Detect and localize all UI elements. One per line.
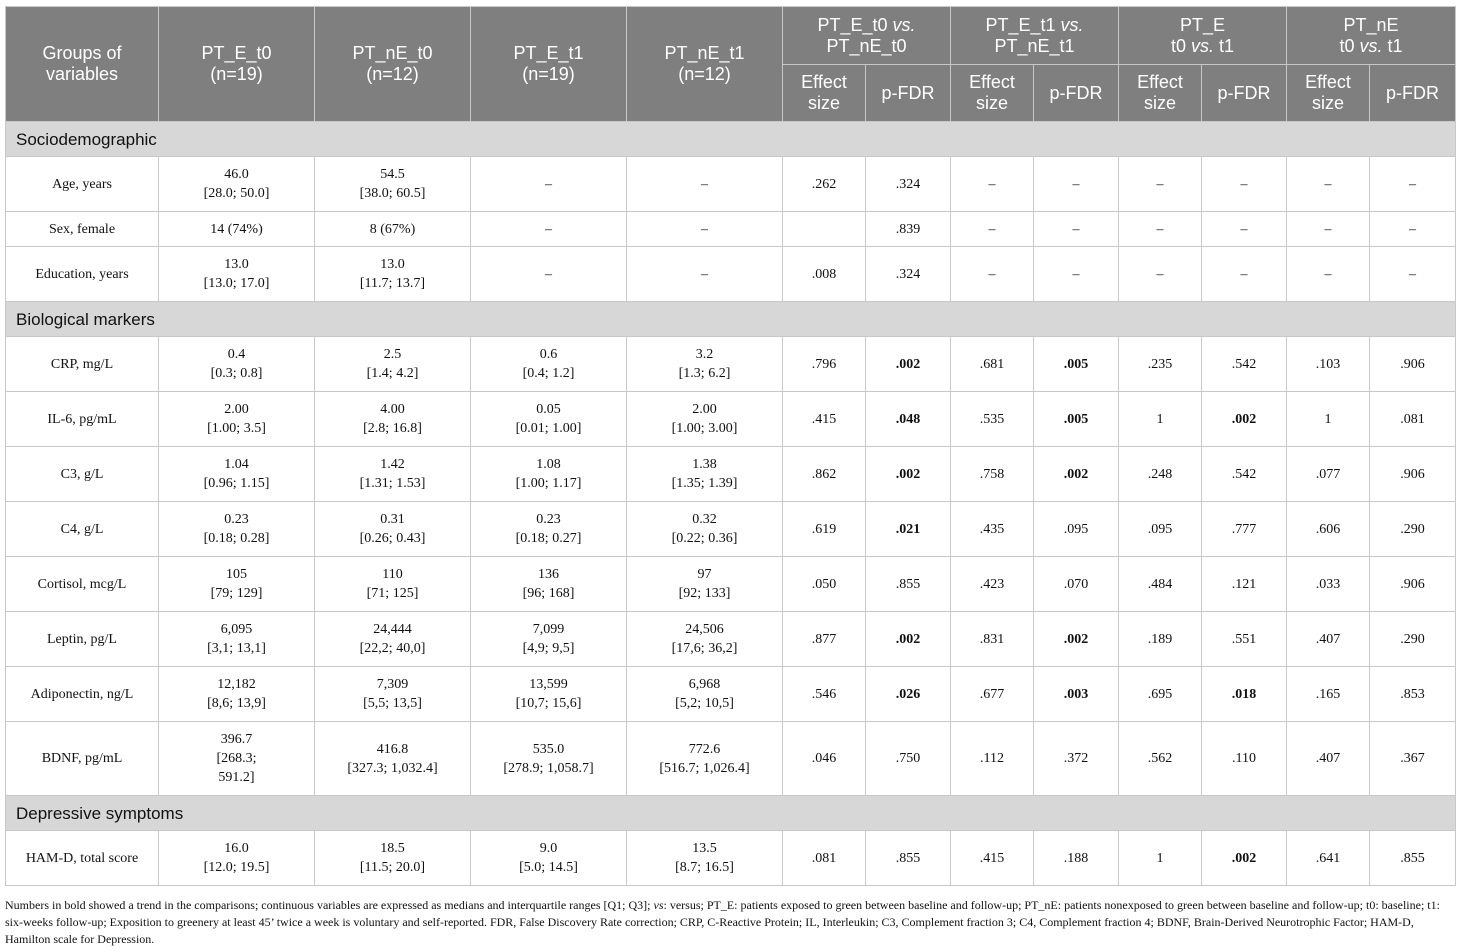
value-text: 591.2] [218,770,255,785]
value-cell [471,557,627,612]
p-fdr-cell: .110 [1202,722,1287,796]
value-text: 0.4 [227,347,246,362]
value-text: [0.18; 0.28] [203,531,270,546]
p-fdr-cell: .542 [1202,337,1287,392]
p-fdr-cell: – [1034,247,1119,302]
value-text: 2.00 [692,402,717,417]
effect-size-cell: – [1119,212,1202,247]
header-groups: Groups of variables [6,7,159,122]
p-fdr-cell: .121 [1202,557,1287,612]
value-text: [0.3; 0.8] [210,366,263,381]
table-row [6,392,1456,447]
value-text: [0.4; 1.2] [522,366,575,381]
table-row [6,247,1456,302]
variable-label: HAM-D, total score [6,831,159,886]
value-text: 1.08 [536,457,561,472]
value-text: 535.0 [532,741,565,757]
effect-size-cell: .077 [1287,447,1370,502]
value-cell [159,667,315,722]
p-fdr-cell: .906 [1370,557,1456,612]
effect-size-cell: .235 [1119,337,1202,392]
effect-size-cell: .877 [783,612,866,667]
effect-size-cell: .862 [783,447,866,502]
p-fdr-cell: – [1202,212,1287,247]
value-text: 46.0 [224,167,249,182]
value-text: [11.7; 13.7] [359,276,426,291]
p-fdr-cell: .853 [1370,667,1456,722]
effect-size-cell: .606 [1287,502,1370,557]
effect-size-cell: .831 [951,612,1034,667]
value-text: 18.5 [380,841,405,856]
value-text: 2.00 [224,402,249,417]
p-fdr-cell: .551 [1202,612,1287,667]
p-fdr-cell: .002 [866,612,951,667]
value-text: [5,5; 13,5] [363,696,422,711]
p-fdr-cell: .855 [866,557,951,612]
header-p-fdr: p-FDR [1202,65,1287,122]
p-fdr-cell: .021 [866,502,951,557]
header-p-fdr: p-FDR [1034,65,1119,122]
effect-size-cell: – [1287,212,1370,247]
table-footnote: Numbers in bold showed a trend in the comparisons; continuous variables are expressed as medians and interquartile ranges [Q1; Q3]; vs: versus; PT_E: patients exposed to green between baseline and follow-up; PT_nE: patients nonexposed to green between baseline and follow-up; t0: baseline; t1: six-weeks follow-up; Exposition to greenery at least 45’ twice a week is voluntary and self-reported. FDR, False Discovery Rate correction; CRP, C-Reactive Protein; IL, Interleukin; C3, Complement fraction 3; C4, Complement fraction 4; BDNF, Brain-Derived Neurotrophic Factor; HAM-D, Hamilton scale for Depression. [5,898,1440,946]
value-text: 7,099 [532,622,565,637]
value-cell [471,667,627,722]
value-cell [627,502,783,557]
table-row [6,557,1456,612]
variable-label: CRP, mg/L [6,337,159,392]
value-text: [13.0; 17.0] [203,276,270,291]
value-text: 0.32 [692,512,717,527]
value-text: [278.9; 1,058.7] [503,760,594,776]
effect-size-cell: – [1119,157,1202,212]
section-header [6,796,1456,831]
value-text: 13.0 [380,257,405,272]
value-cell [159,557,315,612]
effect-size-cell: .165 [1287,667,1370,722]
value-cell [315,667,471,722]
value-text: [1.4; 4.2] [366,366,419,381]
p-fdr-cell: .048 [866,392,951,447]
effect-size-cell: – [1119,247,1202,302]
effect-size-cell: .046 [783,722,866,796]
effect-size-cell: .758 [951,447,1034,502]
value-cell [315,502,471,557]
p-fdr-cell: .324 [866,247,951,302]
effect-size-cell: .415 [951,831,1034,886]
value-text: [8,6; 13,9] [207,696,266,711]
p-fdr-cell: .002 [866,447,951,502]
value-cell [159,247,315,302]
value-text: 396.7 [220,732,253,747]
table-row [6,667,1456,722]
effect-size-cell: .546 [783,667,866,722]
value-text: [17,6; 36,2] [671,641,738,656]
value-text: [5.0; 14.5] [519,860,578,875]
value-cell [315,157,471,212]
value-cell [627,557,783,612]
p-fdr-cell: .003 [1034,667,1119,722]
value-text: [12.0; 19.5] [203,860,270,875]
value-cell [471,612,627,667]
value-cell [315,557,471,612]
table-row [6,447,1456,502]
effect-size-cell: .695 [1119,667,1202,722]
value-text: [0.26; 0.43] [359,531,426,546]
value-text: [3,1; 13,1] [207,641,266,656]
p-fdr-cell: – [1034,212,1119,247]
value-text: 1.38 [692,457,717,472]
p-fdr-cell: – [1202,247,1287,302]
value-text: [8.7; 16.5] [675,860,734,875]
p-fdr-cell: – [1370,157,1456,212]
variable-label: Sex, female [6,212,159,247]
value-text: 7,309 [376,677,409,692]
value-cell [627,667,783,722]
p-fdr-cell: .839 [866,212,951,247]
p-fdr-cell: .906 [1370,447,1456,502]
value-text: [4,9; 9,5] [522,641,575,656]
p-fdr-cell: .777 [1202,502,1287,557]
value-text: 24,444 [373,622,412,637]
value-cell [627,831,783,886]
value-cell [471,337,627,392]
effect-size-cell: 1 [1119,831,1202,886]
value-text: [38.0; 60.5] [359,186,426,201]
value-cell [159,722,315,796]
value-cell [159,157,315,212]
value-text: – [545,221,552,237]
value-text: 2.5 [383,347,402,362]
value-text: 6,968 [688,677,721,692]
value-text: 136 [538,567,559,582]
effect-size-cell: .415 [783,392,866,447]
value-text: 105 [226,567,247,582]
value-text: 14 (74%) [210,221,263,237]
value-text: [96; 168] [522,586,575,601]
header-effect-size: Effect size [1287,65,1370,122]
header-p-fdr: p-FDR [1370,65,1456,122]
value-text: 13,599 [529,677,568,692]
effect-size-cell: .423 [951,557,1034,612]
effect-size-cell: .103 [1287,337,1370,392]
value-text: [1.3; 6.2] [678,366,731,381]
variable-label: C4, g/L [6,502,159,557]
variable-label: BDNF, pg/mL [6,722,159,796]
p-fdr-cell: – [1202,157,1287,212]
p-fdr-cell: .002 [1202,831,1287,886]
value-cell [627,212,783,247]
value-text: [22,2; 40,0] [359,641,426,656]
value-cell [315,337,471,392]
table-row [6,612,1456,667]
value-text: [327.3; 1,032.4] [347,760,438,776]
header-p-fdr: p-FDR [866,65,951,122]
value-text: – [701,266,708,282]
value-text: 9.0 [539,841,558,856]
header-pt-ne-t1: PT_nE_t1 (n=12) [627,7,783,122]
variable-label: C3, g/L [6,447,159,502]
header-effect-size: Effect size [783,65,866,122]
value-text: 416.8 [376,741,409,757]
value-text: 772.6 [688,741,721,757]
effect-size-cell: – [1287,157,1370,212]
effect-size-cell: .535 [951,392,1034,447]
value-text: 97 [697,567,712,582]
value-cell [627,337,783,392]
value-cell [471,722,627,796]
value-cell [471,502,627,557]
effect-size-cell: 1 [1119,392,1202,447]
value-text: 0.23 [536,512,561,527]
effect-size-cell: .407 [1287,612,1370,667]
p-fdr-cell: – [1034,157,1119,212]
p-fdr-cell: .188 [1034,831,1119,886]
effect-size-cell: .681 [951,337,1034,392]
section-header [6,122,1456,157]
value-text: 1.42 [380,457,405,472]
value-text: 24,506 [685,622,724,637]
header-effect-size: Effect size [1119,65,1202,122]
section-title: Biological markers [6,302,1456,337]
header-comparison-t1: PT_E_t1 vs. PT_nE_t1 [951,7,1119,65]
value-text: [0.18; 0.27] [515,531,582,546]
effect-size-cell: .189 [1119,612,1202,667]
value-cell [627,247,783,302]
value-text: [79; 129] [210,586,263,601]
value-text: – [545,266,552,282]
effect-size-cell: .677 [951,667,1034,722]
value-cell [159,612,315,667]
p-fdr-cell: .290 [1370,612,1456,667]
p-fdr-cell: .005 [1034,337,1119,392]
header-comparison-pt-ne: PT_nE t0 vs. t1 [1287,7,1456,65]
variable-label: Adiponectin, ng/L [6,667,159,722]
value-text: 110 [382,567,403,582]
value-cell [315,212,471,247]
value-text: [0.96; 1.15] [203,476,270,491]
effect-size-cell: – [951,157,1034,212]
table-row [6,502,1456,557]
p-fdr-cell: .372 [1034,722,1119,796]
p-fdr-cell: .367 [1370,722,1456,796]
effect-size-cell: .484 [1119,557,1202,612]
value-cell [471,831,627,886]
header-effect-size: Effect size [951,65,1034,122]
effect-size-cell [783,212,866,247]
value-text: [92; 133] [678,586,731,601]
value-cell [471,392,627,447]
p-fdr-cell: .026 [866,667,951,722]
variable-label: Leptin, pg/L [6,612,159,667]
value-text: [1.35; 1.39] [671,476,738,491]
effect-size-cell: – [1287,247,1370,302]
effect-size-cell: .033 [1287,557,1370,612]
value-cell [627,722,783,796]
value-text: – [701,221,708,237]
value-text: [10,7; 15,6] [515,696,582,711]
value-text: [516.7; 1,026.4] [659,760,750,776]
header-pt-e-t1: PT_E_t1 (n=19) [471,7,627,122]
value-cell [315,831,471,886]
header-comparison-t0: PT_E_t0 vs. PT_nE_t0 [783,7,951,65]
p-fdr-cell: .855 [1370,831,1456,886]
header-pt-e-t0: PT_E_t0 (n=19) [159,7,315,122]
section-title: Sociodemographic [6,122,1456,157]
effect-size-cell: .095 [1119,502,1202,557]
variable-label: IL-6, pg/mL [6,392,159,447]
value-cell [159,212,315,247]
value-text: [71; 125] [366,586,419,601]
p-fdr-cell: .906 [1370,337,1456,392]
table-row [6,157,1456,212]
value-text: 0.6 [539,347,558,362]
effect-size-cell: .262 [783,157,866,212]
value-text: [0.22; 0.36] [671,531,738,546]
value-cell [315,612,471,667]
p-fdr-cell: .542 [1202,447,1287,502]
effect-size-cell: .112 [951,722,1034,796]
p-fdr-cell: .081 [1370,392,1456,447]
effect-size-cell: 1 [1287,392,1370,447]
effect-size-cell: – [951,247,1034,302]
value-text: 1.04 [224,457,249,472]
p-fdr-cell: .018 [1202,667,1287,722]
effect-size-cell: .081 [783,831,866,886]
p-fdr-cell: .070 [1034,557,1119,612]
value-cell [471,157,627,212]
value-text: [28.0; 50.0] [203,186,270,201]
value-cell [315,392,471,447]
table-body [6,122,1456,886]
variable-label: Cortisol, mcg/L [6,557,159,612]
effect-size-cell: .435 [951,502,1034,557]
p-fdr-cell: – [1370,247,1456,302]
p-fdr-cell: .750 [866,722,951,796]
value-text: 0.31 [380,512,405,527]
effect-size-cell: .619 [783,502,866,557]
value-cell [315,447,471,502]
table-row [6,337,1456,392]
variable-label: Education, years [6,247,159,302]
value-text: 12,182 [217,677,256,692]
value-text: [1.00; 1.17] [515,476,582,491]
header-pt-ne-t0: PT_nE_t0 (n=12) [315,7,471,122]
section-header [6,302,1456,337]
variable-label: Age, years [6,157,159,212]
value-text: [0.01; 1.00] [515,421,582,436]
p-fdr-cell: .290 [1370,502,1456,557]
p-fdr-cell: .324 [866,157,951,212]
value-cell [159,502,315,557]
effect-size-cell: – [951,212,1034,247]
table-row [6,831,1456,886]
value-text: 13.0 [224,257,249,272]
p-fdr-cell: .002 [1034,447,1119,502]
value-text: [268.3; [216,751,257,766]
value-text: [2.8; 16.8] [363,421,422,436]
header-comparison-pt-e: PT_E t0 vs. t1 [1119,7,1287,65]
table-header [6,7,1456,122]
value-cell [471,212,627,247]
effect-size-cell: .248 [1119,447,1202,502]
value-text: [5,2; 10,5] [675,696,734,711]
value-text: – [701,176,708,192]
section-title: Depressive symptoms [6,796,1456,831]
effect-size-cell: .050 [783,557,866,612]
p-fdr-cell: – [1370,212,1456,247]
value-text: [11.5; 20.0] [359,860,426,875]
value-text: 0.05 [536,402,561,417]
p-fdr-cell: .002 [1202,392,1287,447]
value-cell [159,392,315,447]
value-text: – [545,176,552,192]
p-fdr-cell: .855 [866,831,951,886]
value-text: 8 (67%) [369,221,416,237]
value-cell [627,157,783,212]
effect-size-cell: .407 [1287,722,1370,796]
p-fdr-cell: .002 [1034,612,1119,667]
value-text: 4.00 [380,402,405,417]
effect-size-cell: .562 [1119,722,1202,796]
effect-size-cell: .641 [1287,831,1370,886]
value-cell [159,831,315,886]
value-text: [1.00; 3.00] [671,421,738,436]
value-cell [627,447,783,502]
effect-size-cell: .008 [783,247,866,302]
value-cell [627,392,783,447]
p-fdr-cell: .002 [866,337,951,392]
value-cell [315,247,471,302]
value-text: 0.23 [224,512,249,527]
value-cell [315,722,471,796]
p-fdr-cell: .005 [1034,392,1119,447]
value-text: [1.31; 1.53] [359,476,426,491]
value-cell [627,612,783,667]
value-text: 13.5 [692,841,717,856]
effect-size-cell: .796 [783,337,866,392]
value-text: 6,095 [220,622,253,637]
table-row [6,212,1456,247]
results-table [5,6,1456,886]
table-row [6,722,1456,796]
value-text: 16.0 [224,841,249,856]
value-text: 54.5 [380,167,405,182]
value-cell [159,447,315,502]
value-cell [471,247,627,302]
p-fdr-cell: .095 [1034,502,1119,557]
value-cell [471,447,627,502]
value-cell [159,337,315,392]
value-text: 3.2 [695,347,714,362]
value-text: [1.00; 3.5] [207,421,266,436]
